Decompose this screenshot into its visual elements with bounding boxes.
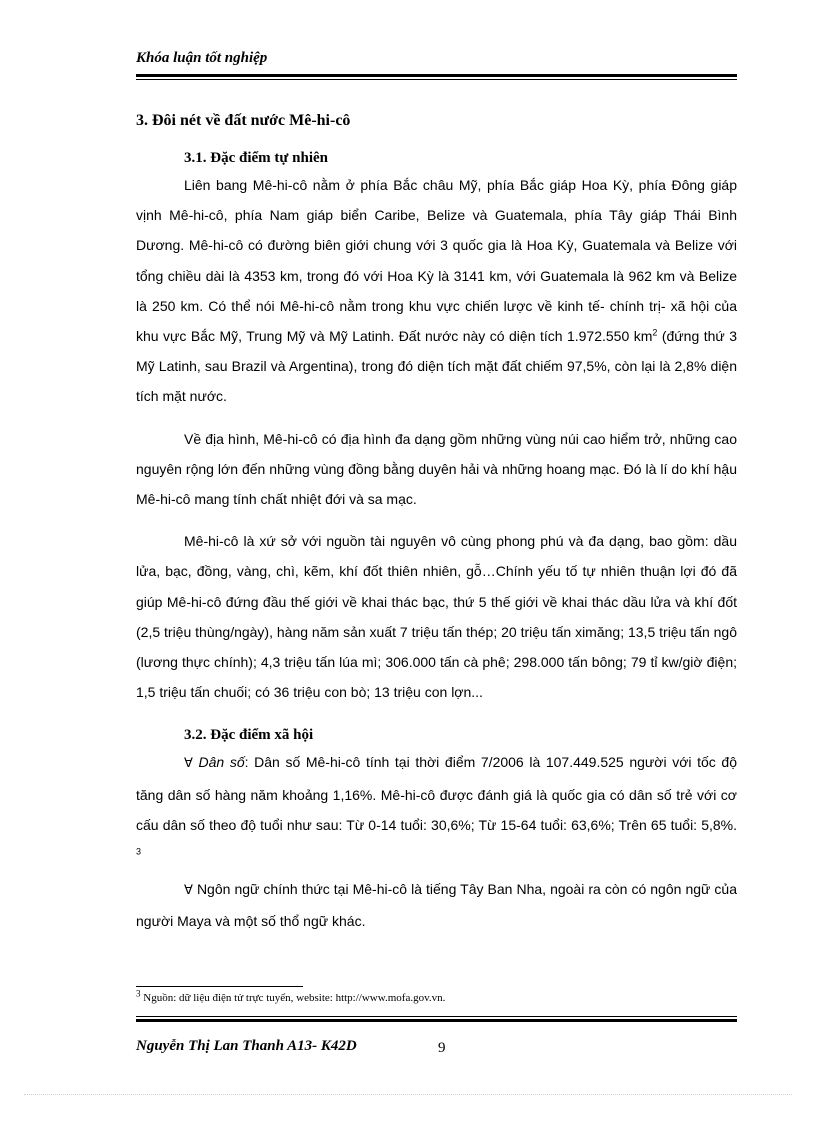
subsection-heading-social: 3.2. Đặc điểm xã hội (184, 727, 314, 744)
paragraph-terrain: Về địa hình, Mê-hi-cô có địa hình đa dạng gồm những vùng núi cao hiểm trở, những cao nguyên rộng lớn đến những vùng đồng bằng duyên hải và những hoang mạc. Đó là lí do khí hậu Mê-hi-cô mang tính chất nhiệt đới và sa mạc. (136, 430, 737, 508)
header-rule-thin (136, 79, 737, 80)
bullet-icon: ∀ (184, 756, 193, 772)
page-number: 9 (438, 1040, 446, 1056)
header-rule-thick (136, 74, 737, 77)
footnote-reference: 3 (136, 846, 142, 857)
footer-author: Nguyễn Thị Lan Thanh A13- K42D (136, 1038, 357, 1054)
bullet-language (136, 874, 737, 936)
area-superscript: 2 (652, 327, 658, 338)
paragraph-geography (136, 170, 737, 412)
subsection-heading-natural: 3.1. Đặc điểm tự nhiên (184, 150, 329, 166)
footnote-number: 3 (136, 988, 141, 999)
footer-rule-thin (136, 1016, 737, 1017)
paragraph-geography-tail: (đứng thứ 3 Mỹ Latinh, sau Brazil và Argentina), trong đó diện tích mặt đất chiếm 97,5%, còn lại là 2,8% diện tích mặt nước. (136, 328, 737, 405)
language-text: Ngôn ngữ chính thức tại Mê-hi-cô là tiếng Tây Ban Nha, ngoài ra còn có ngôn ngữ của người Maya và một số thổ ngữ khác. (136, 881, 737, 930)
bullet-icon: ∀ (184, 883, 193, 899)
bullet-population (136, 747, 737, 870)
footnote-text: Nguồn: dữ liệu điện tử trực tuyến, website: http://www.mofa.gov.vn. (140, 992, 446, 1004)
footer-rule-thick (136, 1019, 737, 1022)
paragraph-geography-text: Liên bang Mê-hi-cô nằm ở phía Bắc châu Mỹ, phía Bắc giáp Hoa Kỳ, phía Đông giáp vịnh Mê-hi-cô, phía Nam giáp biển Caribe, Belize và Guatemala, phía Tây giáp Thái Bình Dương. Mê-hi-cô có đường biên giới chung với 3 quốc gia là Hoa Kỳ, Guatemala và Belize với tổng chiều dài là 4353 km, trong đó với Hoa Kỳ là 3141 km, với Guatemala là 962 km và Belize là 250 km. Có thể nói Mê-hi-cô nằm trong khu vực chiến lược về kinh tế- chính trị- xã hội của khu vực Bắc Mỹ, Trung Mỹ và Mỹ Latinh. Đất nước này có diện tích 1.972.550 km (136, 177, 737, 345)
paragraph-resources: Mê-hi-cô là xứ sở với nguồn tài nguyên vô cùng phong phú và đa dạng, bao gồm: dầu lửa, bạc, đồng, vàng, chì, kẽm, khí đốt thiên nhiên, gỗ…Chính yếu tố tự nhiên thuận lợi đó đã giúp Mê-hi-cô đứng đầu thế giới về khai thác bạc, thứ 5 thế giới về khai thác dầu lửa và khí đốt (2,5 triệu thùng/ngày), hàng năm sản xuất 7 triệu tấn thép; 20 triệu tấn ximăng; 13,5 triệu tấn ngô (lương thực chính); 4,3 triệu tấn lúa mì; 306.000 tấn cà phê; 298.000 tấn bông; 79 tỉ kw/giờ điện; 1,5 triệu tấn chuối; có 36 triệu con bò; 13 triệu con lợn... (136, 533, 737, 701)
population-text: : Dân số Mê-hi-cô tính tại thời điểm 7/2006 là 107.449.525 người với tốc độ tăng dân số hàng năm khoảng 1,16%. Mê-hi-cô được đánh giá là quốc gia có dân số trẻ với cơ cấu dân số theo độ tuổi như sau: Từ 0-14 tuổi: 30,6%; Từ 15-64 tuổi: 63,6%; Trên 65 tuổi: 5,8%. (136, 754, 737, 833)
footnote (136, 988, 446, 1004)
footnote-separator (136, 986, 303, 987)
header-title: Khóa luận tốt nghiệp (136, 50, 268, 66)
page-content (136, 112, 737, 937)
section-heading: 3. Đôi nét về đất nước Mê-hi-cô (136, 112, 351, 129)
page-bottom-dotted-line (24, 1094, 792, 1095)
population-label: Dân số (198, 754, 245, 771)
